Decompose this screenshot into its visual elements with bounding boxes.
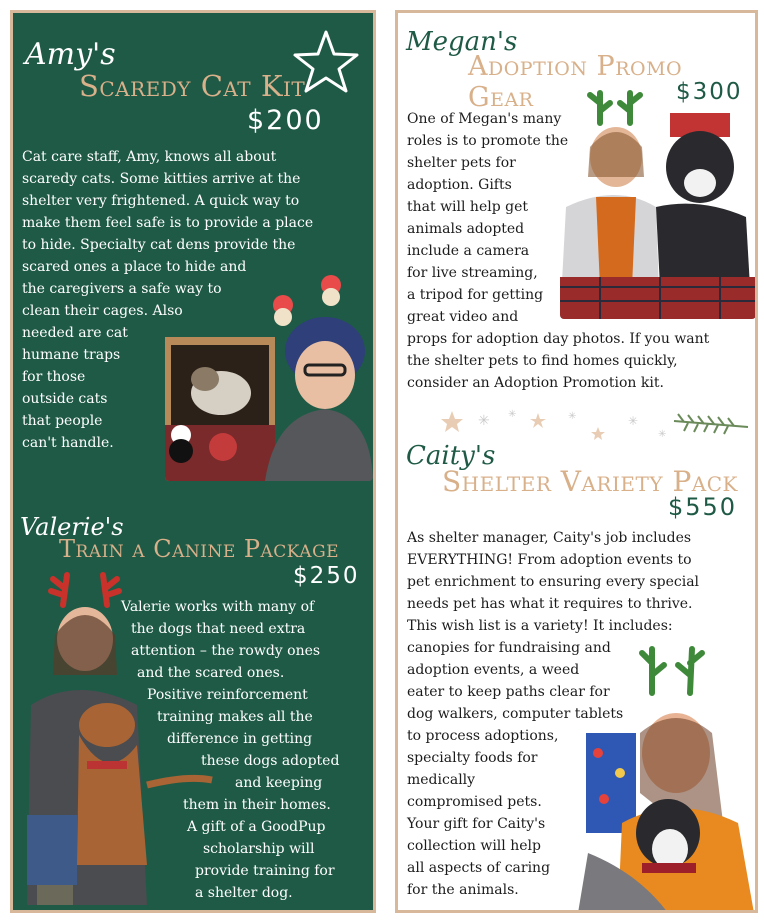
valerie-line: training makes all the — [157, 709, 313, 725]
left-panel — [10, 10, 376, 913]
valerie-name: Valerie's — [20, 513, 124, 541]
valerie-line: them in their homes. — [183, 797, 331, 813]
megan-line: shelter pets for — [407, 155, 516, 171]
caity-line: medically — [407, 772, 476, 788]
megan-line: props for adoption day photos. If you want — [407, 331, 710, 347]
megan-line: great video and — [407, 309, 519, 325]
amy-photo — [165, 275, 373, 481]
amy-line: humane traps — [22, 347, 121, 363]
caity-line: canopies for fundraising and — [407, 640, 611, 656]
caity-line: dog walkers, computer tablets — [407, 706, 624, 722]
valerie-line: and keeping — [235, 775, 323, 791]
valerie-line: difference in getting — [167, 731, 313, 747]
svg-text:✳: ✳ — [628, 414, 639, 428]
megan-line: a tripod for getting — [407, 287, 544, 303]
amy-line: Cat care staff, Amy, knows all about — [22, 149, 277, 165]
amy-line: that people — [22, 413, 103, 429]
caity-line: This wish list is a variety! It includes: — [407, 618, 673, 634]
valerie-line: Positive reinforcement — [147, 687, 308, 703]
svg-text:✳: ✳ — [478, 413, 490, 429]
valerie-price: $250 — [293, 563, 360, 589]
svg-text:✳: ✳ — [658, 429, 667, 440]
valerie-line: and the scared ones. — [137, 665, 285, 681]
megan-line: animals adopted — [407, 221, 525, 237]
valerie-line: a shelter dog. — [195, 885, 293, 901]
megan-line: adoption. Gifts — [407, 177, 512, 193]
right-panel — [395, 10, 758, 913]
megan-line: One of Megan's many — [407, 111, 562, 127]
megan-line: for live streaming, — [407, 265, 538, 281]
amy-line: shelter very frightened. A quick way to — [22, 193, 300, 209]
caity-line: As shelter manager, Caity's job includes — [407, 530, 692, 546]
caity-line: all aspects of caring — [407, 860, 551, 876]
megan-name: Megan's — [406, 27, 518, 57]
decorative-divider — [418, 403, 754, 443]
caity-line: eater to keep paths clear for — [407, 684, 610, 700]
caity-line: to process adoptions, — [407, 728, 559, 744]
caity-line: collection will help — [407, 838, 541, 854]
caity-line: pet enrichment to ensuring every special — [407, 574, 700, 590]
megan-photo — [560, 87, 756, 319]
caity-line: adoption events, a weed — [407, 662, 580, 678]
amy-line: clean their cages. Also — [22, 303, 183, 319]
svg-text:✳: ✳ — [568, 411, 577, 422]
amy-line: for those — [22, 369, 86, 385]
caity-line: compromised pets. — [407, 794, 542, 810]
valerie-line: Valerie works with many of — [121, 599, 315, 615]
amy-line: outside cats — [22, 391, 108, 407]
amy-line: needed are cat — [22, 325, 128, 341]
valerie-line: these dogs adopted — [201, 753, 340, 769]
amy-line: make them feel safe is to provide a place — [22, 215, 314, 231]
caity-line: EVERYTHING! From adoption events to — [407, 552, 692, 568]
caity-name: Caity's — [406, 441, 496, 471]
valerie-line: scholarship will — [203, 841, 315, 857]
amy-line: the caregivers a safe way to — [22, 281, 222, 297]
amy-line: to hide. Specialty cat dens provide the — [22, 237, 296, 253]
megan-line: include a camera — [407, 243, 530, 259]
caity-line: Your gift for Caity's — [407, 816, 546, 832]
amy-price: $200 — [247, 105, 324, 136]
valerie-line: A gift of a GoodPup — [187, 819, 326, 835]
valerie-line: provide training for — [195, 863, 335, 879]
caity-line: for the animals. — [407, 882, 519, 898]
megan-line: roles is to promote the — [407, 133, 569, 149]
megan-price: $300 — [676, 79, 743, 105]
caity-line: needs pet has what it requires to thrive. — [407, 596, 693, 612]
caity-line: specialty foods for — [407, 750, 538, 766]
megan-line: the shelter pets to find homes quickly, — [407, 353, 678, 369]
valerie-line: attention – the rowdy ones — [131, 643, 321, 659]
amy-line: can't handle. — [22, 435, 114, 451]
megan-title: Adoption Promo Gear — [468, 51, 683, 113]
amy-title: Scaredy Cat Kit — [79, 69, 306, 103]
caity-title: Shelter Variety Pack — [442, 465, 738, 498]
valerie-line: the dogs that need extra — [131, 621, 306, 637]
svg-text:✳: ✳ — [508, 409, 517, 420]
valerie-title: Train a Canine Package — [59, 535, 340, 563]
megan-line: that will help get — [407, 199, 528, 215]
amy-line: scared ones a place to hide and — [22, 259, 247, 275]
amy-name: Amy's — [25, 37, 116, 72]
amy-line: scaredy cats. Some kitties arrive at the — [22, 171, 301, 187]
caity-price: $550 — [668, 493, 738, 521]
megan-line: consider an Adoption Promotion kit. — [407, 375, 664, 391]
